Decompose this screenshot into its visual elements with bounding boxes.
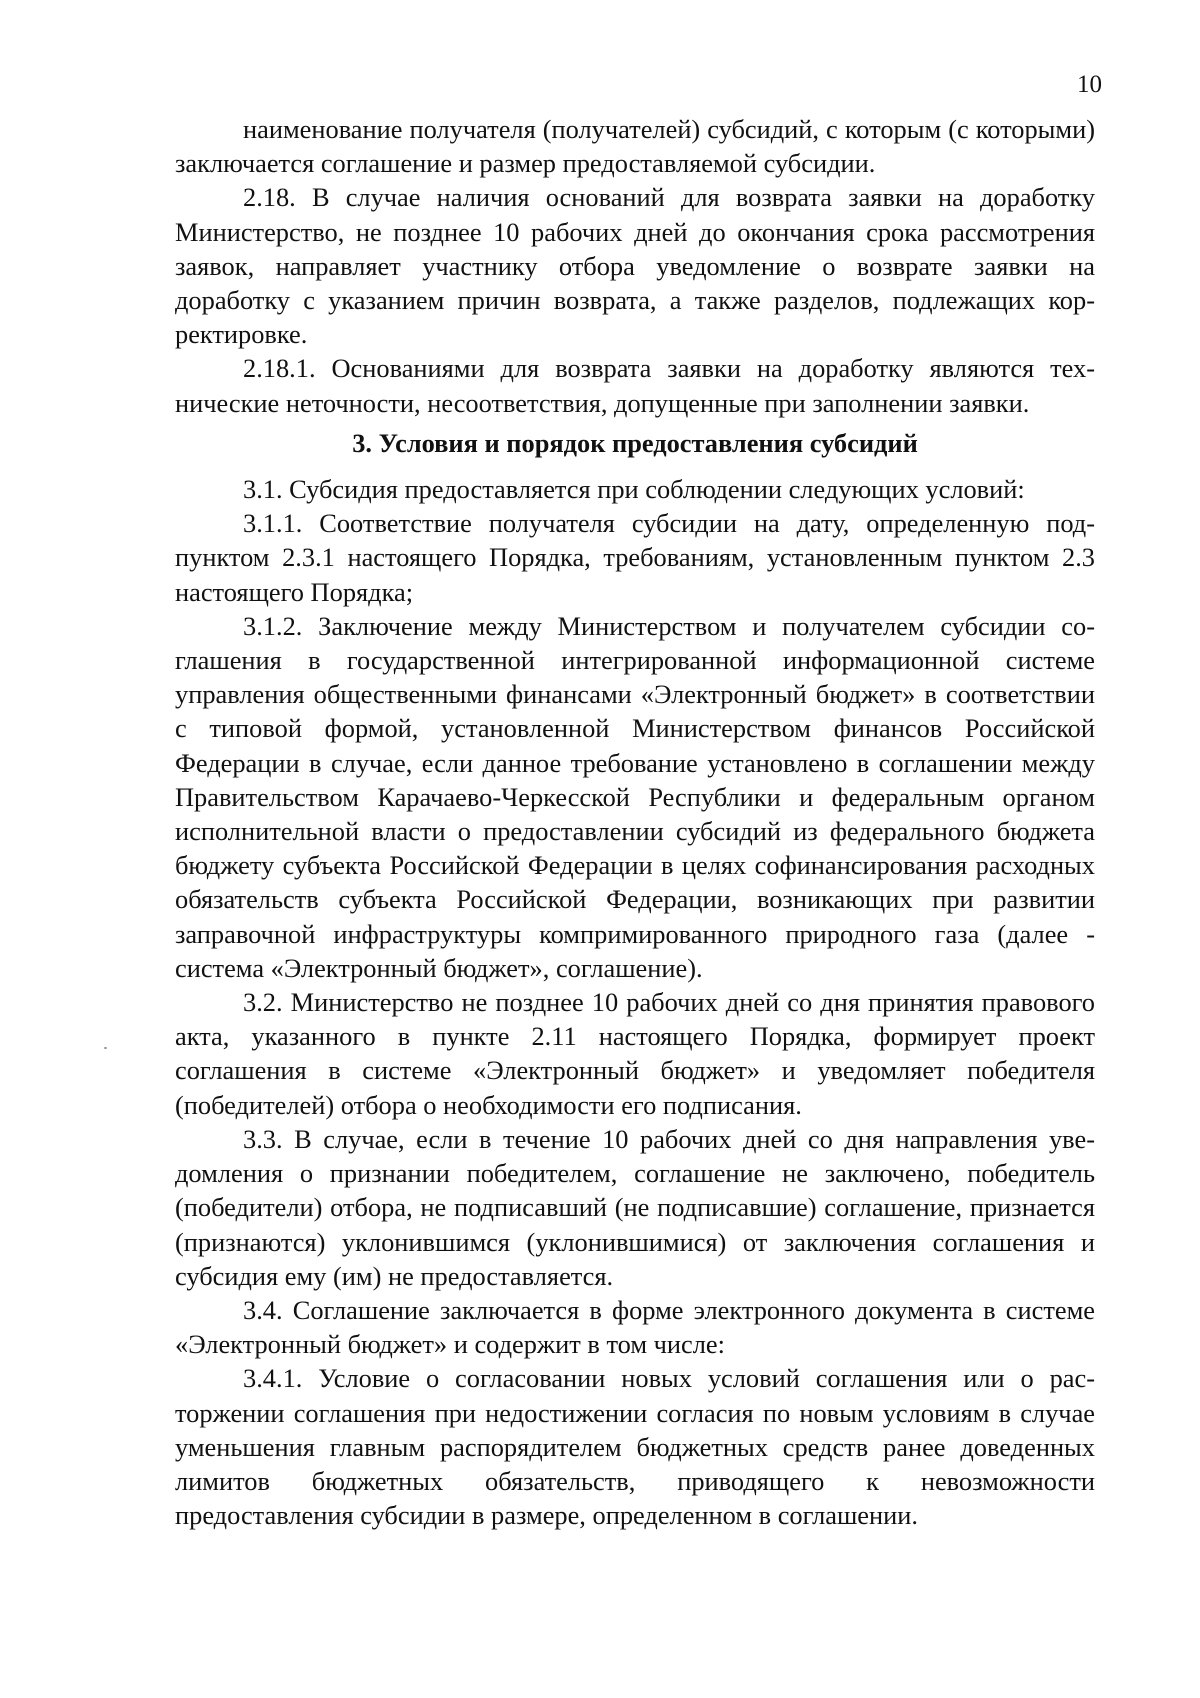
paragraph-3-3: 3.3. В случае, если в течение 10 рабочих дней со дня направления уведомления о признании победителем, соглашение не заключено, победитель (победители) отбора, не подписавший (не подписавшие) соглашение, признается (признаются) уклонившимся (уклонившимися) от заключения соглашения и субсидия ему (им) не предоставляется. (175, 1123, 1095, 1291)
scan-speck (104, 1047, 107, 1049)
paragraph-3-1-1: 3.1.1. Соответствие получателя субсидии на дату, определенную подпунктом 2.3.1 настоящего Порядка, требованиям, установленным пунктом 2.3 настоящего Порядка; (175, 508, 1095, 607)
paragraph-3-4-1: 3.4.1. Условие о согласовании новых условий соглашения или о расторжении соглашения при недостижении согласия по новым условиям в случае уменьшения главным распорядителем бюджетных средств ранее доведенных лимитов бюджетных обязательств, приводящего к невозможности предоставления субсидии в размере, определенном в соглашении. (175, 1363, 1095, 1531)
paragraph-2-18: 2.18. В случае наличия оснований для возврата заявки на доработку Министерство, не позднее 10 рабочих дней до окончания срока рассмотрения заявок, направляет участнику отбора уведомление о возврате заявки на доработку с указанием причин возврата, а также разделов, подлежащих корректировке. (175, 182, 1095, 350)
section-heading: 3. Условия и порядок предоставления субсидий (352, 427, 918, 458)
document-body (175, 112, 1095, 1532)
paragraph-recipient-name: наименование получателя (получателей) субсидий, с которым (с которыми) заключается соглашение и размер предоставляемой субсидии. (175, 114, 1095, 179)
paragraph-3-1-2: 3.1.2. Заключение между Министерством и получателем субсидии соглашения в государственной интегрированной информационной системе управления общественными финансами «Электронный бюджет» в соответствии с типовой формой, установленной Министерством финансов Российской Федерации в случае, если данное требование установлено в соглашении между Правительством Карачаево-Черкесской Республики и федеральным органом исполнительной власти о предоставлении субсидий из федерального бюджета бюджету субъекта Российской Федерации в целях софинансирования расходных обязательств субъекта Российской Федерации, возникающих при развитии заправочной инфраструктуры компримированного природного газа (далее - система «Электронный бюджет», соглашение). (175, 610, 1095, 983)
paragraph-3-1: 3.1. Субсидия предоставляется при соблюдении следующих условий: (243, 474, 1025, 505)
paragraph-3-4: 3.4. Соглашение заключается в форме электронного документа в системе «Электронный бюджет» и содержит в том числе: (175, 1294, 1095, 1360)
paragraph-3-2: 3.2. Министерство не позднее 10 рабочих дней со дня принятия правового акта, указанного в пункте 2.11 настоящего Порядка, формирует проект соглашения в системе «Электронный бюджет» и уведомляет победителя (победителей) отбора о необходимости его подписания. (175, 987, 1095, 1120)
page-number: 10 (1077, 71, 1102, 98)
paragraph-2-18-1: 2.18.1. Основаниями для возврата заявки на доработку являются технические неточности, несоответствия, допущенные при заполнении заявки. (175, 353, 1095, 418)
